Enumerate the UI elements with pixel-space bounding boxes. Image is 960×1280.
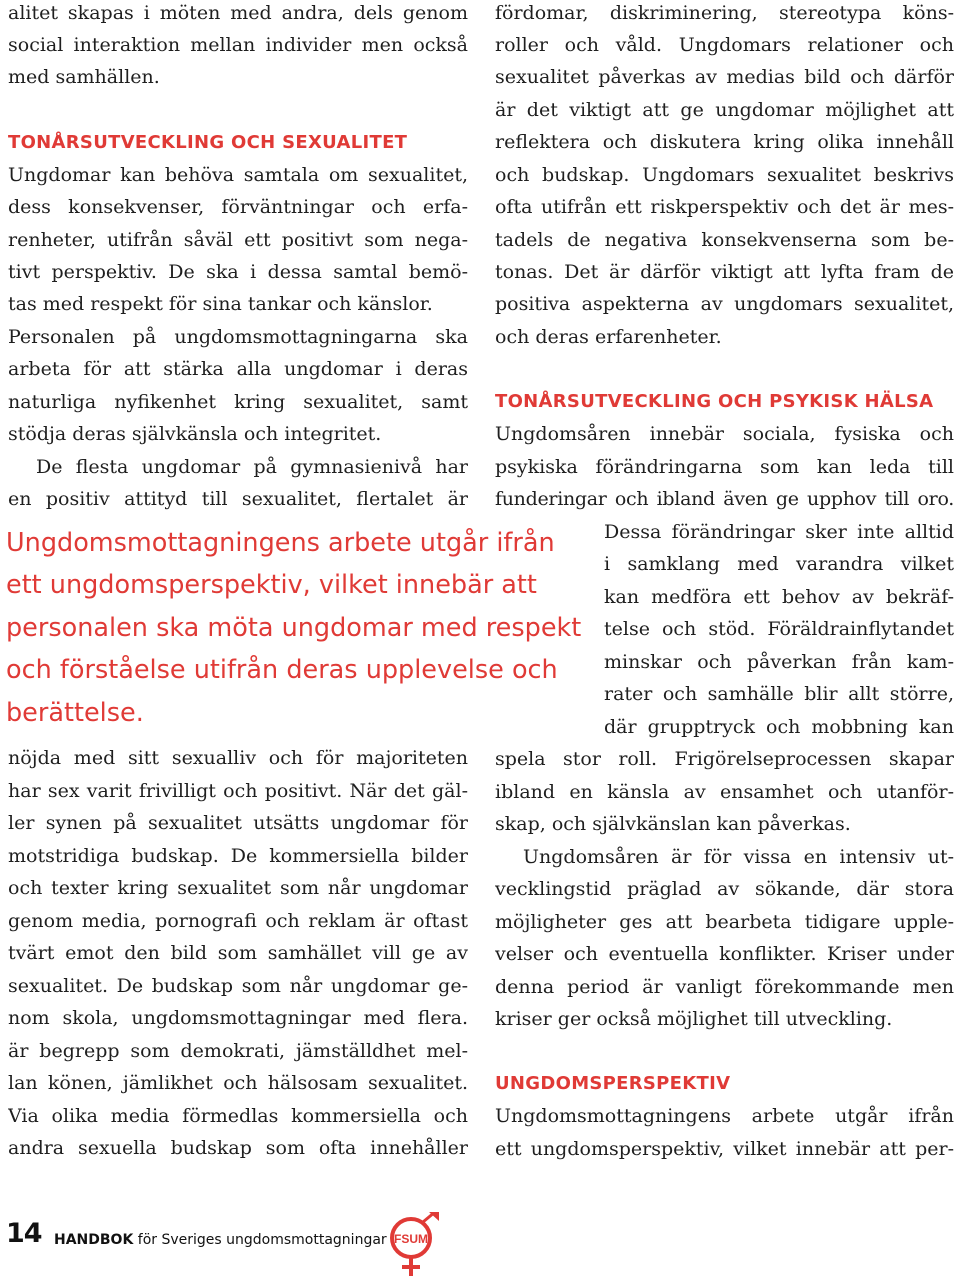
- section-heading: UNGDOMSPERSPEKTIV: [495, 1073, 731, 1094]
- body-line: Via olika media förmedlas kommersiella och: [8, 1105, 468, 1127]
- body-line: roller och våld. Ungdomars relationer och: [495, 34, 954, 56]
- body-line: arbeta för att stärka alla ungdomar i deras: [8, 358, 468, 380]
- body-line: rater och samhälle blir allt större,: [604, 683, 954, 705]
- body-line: en positiv attityd till sexualitet, flertalet är: [8, 488, 468, 510]
- body-line: naturliga nyfikenhet kring sexualitet, samt: [8, 391, 468, 413]
- body-line: reflektera och diskutera kring olika innehåll: [495, 131, 954, 153]
- body-line: genom media, pornografi och reklam är oftast: [8, 910, 468, 932]
- body-line: vecklingstid präglad av sökande, där stora: [495, 878, 954, 900]
- body-line: Ungdomar kan behöva samtala om sexualitet,: [8, 164, 468, 186]
- page-number: 14: [6, 1218, 42, 1249]
- footer-title-bold: HANDBOK: [54, 1232, 134, 1248]
- body-line: Dessa förändringar sker inte alltid: [604, 521, 954, 543]
- body-line: är begrepp som demokrati, jämställdhet mel-: [8, 1040, 468, 1062]
- pull-quote-line: personalen ska möta ungdomar med respekt: [6, 613, 582, 643]
- body-line: Personalen på ungdomsmottagningarna ska: [8, 326, 468, 348]
- body-line: och budskap. Ungdomars sexualitet beskrivs: [495, 164, 954, 186]
- pull-quote-line: Ungdomsmottagningens arbete utgår ifrån: [6, 528, 555, 558]
- pull-quote-line: berättelse.: [6, 698, 144, 728]
- body-line: motstridiga budskap. De kommersiella bilder: [8, 845, 468, 867]
- section-heading: TONÅRSUTVECKLING OCH SEXUALITET: [8, 132, 408, 153]
- body-line: positiva aspekterna av ungdomars sexualitet,: [495, 293, 954, 315]
- body-line: renheter, utifrån såväl ett positivt som nega-: [8, 229, 468, 251]
- body-line: tivt perspektiv. De ska i dessa samtal bemö-: [8, 261, 468, 283]
- body-line: tonas. Det är därför viktigt att lyfta fram de: [495, 261, 954, 283]
- body-line: kriser ger också möjlighet till utveckling.: [495, 1008, 893, 1030]
- body-line: psykiska förändringarna som kan leda till: [495, 456, 954, 478]
- body-line: De flesta ungdomar på gymnasienivå har: [36, 456, 468, 478]
- body-line: spela stor roll. Frigörelseprocessen skapar: [495, 748, 954, 770]
- body-line: funderingar och ibland även ge upphov till oro.: [495, 488, 954, 510]
- logo-text: FSUM: [394, 1232, 428, 1246]
- body-line: kan medföra ett behov av bekräf-: [604, 586, 954, 608]
- body-line: dess konsekvenser, förväntningar och erfa-: [8, 196, 468, 218]
- body-line: Ungdomsåren innebär sociala, fysiska och: [495, 423, 954, 445]
- body-line: alitet skapas i möten med andra, dels genom: [8, 2, 468, 24]
- body-line: nom skola, ungdomsmottagningar med flera.: [8, 1007, 468, 1029]
- body-line: i samklang med varandra vilket: [604, 553, 954, 575]
- pull-quote-line: och förståelse utifrån deras upplevelse och: [6, 655, 558, 685]
- footer-title-rest: för Sveriges ungdomsmottagningar: [133, 1232, 387, 1248]
- body-line: lan könen, jämlikhet och hälsosam sexualitet.: [8, 1072, 468, 1094]
- body-line: med samhällen.: [8, 66, 160, 88]
- body-line: där grupptryck och mobbning kan: [604, 716, 954, 738]
- body-line: fördomar, diskriminering, stereotypa köns-: [495, 2, 954, 24]
- body-line: tas med respekt för sina tankar och känslor.: [8, 293, 433, 315]
- body-line: andra sexuella budskap som ofta innehåller: [8, 1137, 468, 1159]
- body-line: och deras erfarenheter.: [495, 326, 722, 348]
- body-line: velser och eventuella konflikter. Kriser under: [495, 943, 954, 965]
- body-line: möjligheter ges att bearbeta tidigare upple-: [495, 911, 954, 933]
- body-line: ett ungdomsperspektiv, vilket innebär att per-: [495, 1138, 954, 1160]
- body-line: skap, och självkänslan kan påverkas.: [495, 813, 851, 835]
- body-line: tadels de negativa konsekvenserna som be-: [495, 229, 954, 251]
- body-line: sexualitet. De budskap som når ungdomar ge-: [8, 975, 468, 997]
- body-line: sexualitet påverkas av medias bild och därför: [495, 66, 954, 88]
- body-line: stödja deras självkänsla och integritet.: [8, 423, 382, 445]
- body-line: ofta utifrån ett riskperspektiv och det är mes-: [495, 196, 954, 218]
- body-line: telse och stöd. Föräldrainflytandet: [604, 618, 954, 640]
- body-line: Ungdomsåren är för vissa en intensiv ut-: [523, 846, 954, 868]
- body-line: ler synen på sexualitet utsätts ungdomar för: [8, 812, 468, 834]
- body-line: tvärt emot den bild som samhället vill ge av: [8, 942, 468, 964]
- body-line: denna period är vanligt förekommande men: [495, 976, 954, 998]
- body-line: social interaktion mellan individer men också: [8, 34, 468, 56]
- section-heading: TONÅRSUTVECKLING OCH PSYKISK HÄLSA: [495, 391, 934, 412]
- footer-title: [54, 1232, 387, 1248]
- body-line: nöjda med sitt sexualliv och för majoriteten: [8, 747, 468, 769]
- body-line: minskar och påverkan från kam-: [604, 651, 954, 673]
- body-line: har sex varit frivilligt och positivt. När det gäl-: [8, 780, 468, 802]
- body-line: Ungdomsmottagningens arbete utgår ifrån: [495, 1105, 954, 1127]
- fsum-logo-icon: [383, 1212, 445, 1278]
- pull-quote-line: ett ungdomsperspektiv, vilket innebär att: [6, 570, 537, 600]
- body-line: och texter kring sexualitet som når ungdomar: [8, 877, 468, 899]
- body-line: är det viktigt att ge ungdomar möjlighet att: [495, 99, 954, 121]
- body-line: ibland en känsla av ensamhet och utanför-: [495, 781, 954, 803]
